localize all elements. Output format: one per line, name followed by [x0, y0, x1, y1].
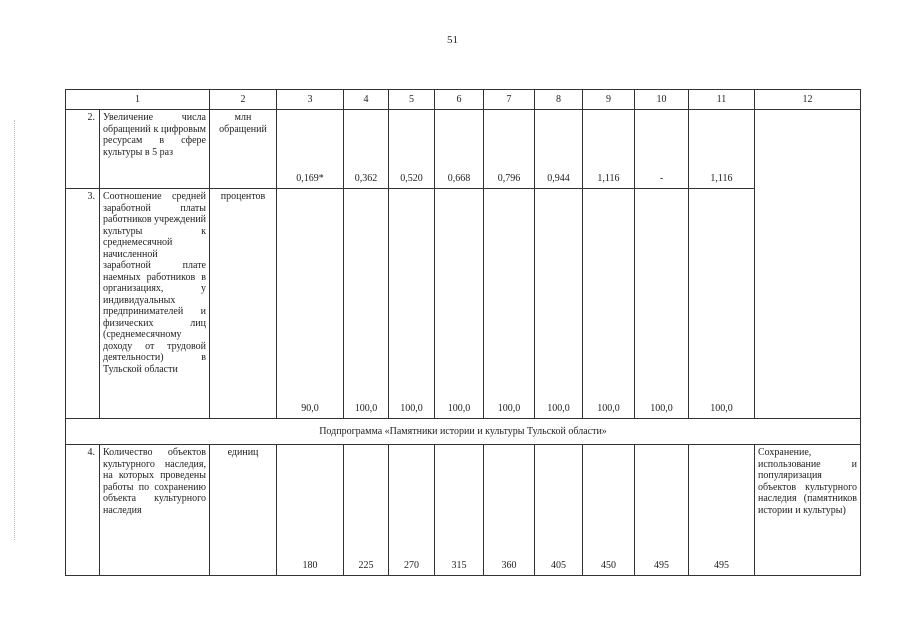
page-number: 51 — [447, 34, 458, 46]
unit-cell: единиц — [210, 445, 277, 576]
header-cell: 12 — [755, 90, 861, 110]
value-cell: 270 — [389, 445, 435, 576]
value-cell: - — [635, 110, 689, 189]
table-row — [66, 189, 861, 419]
header-cell: 9 — [583, 90, 635, 110]
value-cell: 0,362 — [344, 110, 389, 189]
value-cell: 100,0 — [535, 189, 583, 419]
value-cell: 405 — [535, 445, 583, 576]
header-row — [66, 90, 861, 110]
margin-dotted-line — [14, 120, 16, 540]
indicator-name: Увеличение числа обращений к цифровым ресурсам в сфере культуры в 5 раз — [100, 110, 210, 189]
header-cell: 1 — [66, 90, 210, 110]
value-cell: 495 — [635, 445, 689, 576]
header-cell: 11 — [689, 90, 755, 110]
row-index: 3. — [66, 189, 100, 419]
value-cell: 100,0 — [389, 189, 435, 419]
value-cell: 100,0 — [583, 189, 635, 419]
value-cell: 360 — [484, 445, 535, 576]
value-cell: 1,116 — [689, 110, 755, 189]
goal-cell-empty — [755, 110, 861, 419]
subprogram-row — [66, 419, 861, 445]
value-cell: 0,944 — [535, 110, 583, 189]
value-cell: 315 — [435, 445, 484, 576]
unit-cell: млн обращений — [210, 110, 277, 189]
value-cell: 0,169* — [277, 110, 344, 189]
header-cell: 10 — [635, 90, 689, 110]
value-cell: 100,0 — [484, 189, 535, 419]
header-cell: 6 — [435, 90, 484, 110]
value-cell: 225 — [344, 445, 389, 576]
header-cell: 8 — [535, 90, 583, 110]
header-cell: 5 — [389, 90, 435, 110]
subprogram-title: Подпрограмма «Памятники истории и культуры Тульской области» — [66, 419, 861, 445]
header-cell: 3 — [277, 90, 344, 110]
indicator-name: Количество объектов культурного наследия, на которых проведены работы по сохранению объекта культурного наследия — [100, 445, 210, 576]
value-cell: 100,0 — [435, 189, 484, 419]
indicator-name: Соотношение средней заработной платы работников учреждений культуры к среднемесячной начисленной заработной плате наемных работников в организациях, у индивидуальных предпринимателей и физических лиц (среднемесячному доходу от трудовой деятельности) в Тульской области — [100, 189, 210, 419]
value-cell: 100,0 — [689, 189, 755, 419]
header-cell: 2 — [210, 90, 277, 110]
table-row — [66, 110, 861, 189]
table-row — [66, 445, 861, 576]
value-cell: 0,668 — [435, 110, 484, 189]
goal-cell: Сохранение, использование и популяризация объектов культурного наследия (памятников истории и культуры) — [755, 445, 861, 576]
value-cell: 100,0 — [635, 189, 689, 419]
row-index: 4. — [66, 445, 100, 576]
indicators-table — [65, 89, 861, 576]
value-cell: 450 — [583, 445, 635, 576]
header-cell: 4 — [344, 90, 389, 110]
value-cell: 0,796 — [484, 110, 535, 189]
value-cell: 90,0 — [277, 189, 344, 419]
value-cell: 180 — [277, 445, 344, 576]
value-cell: 100,0 — [344, 189, 389, 419]
header-cell: 7 — [484, 90, 535, 110]
row-index: 2. — [66, 110, 100, 189]
value-cell: 495 — [689, 445, 755, 576]
value-cell: 1,116 — [583, 110, 635, 189]
unit-cell: процентов — [210, 189, 277, 419]
value-cell: 0,520 — [389, 110, 435, 189]
